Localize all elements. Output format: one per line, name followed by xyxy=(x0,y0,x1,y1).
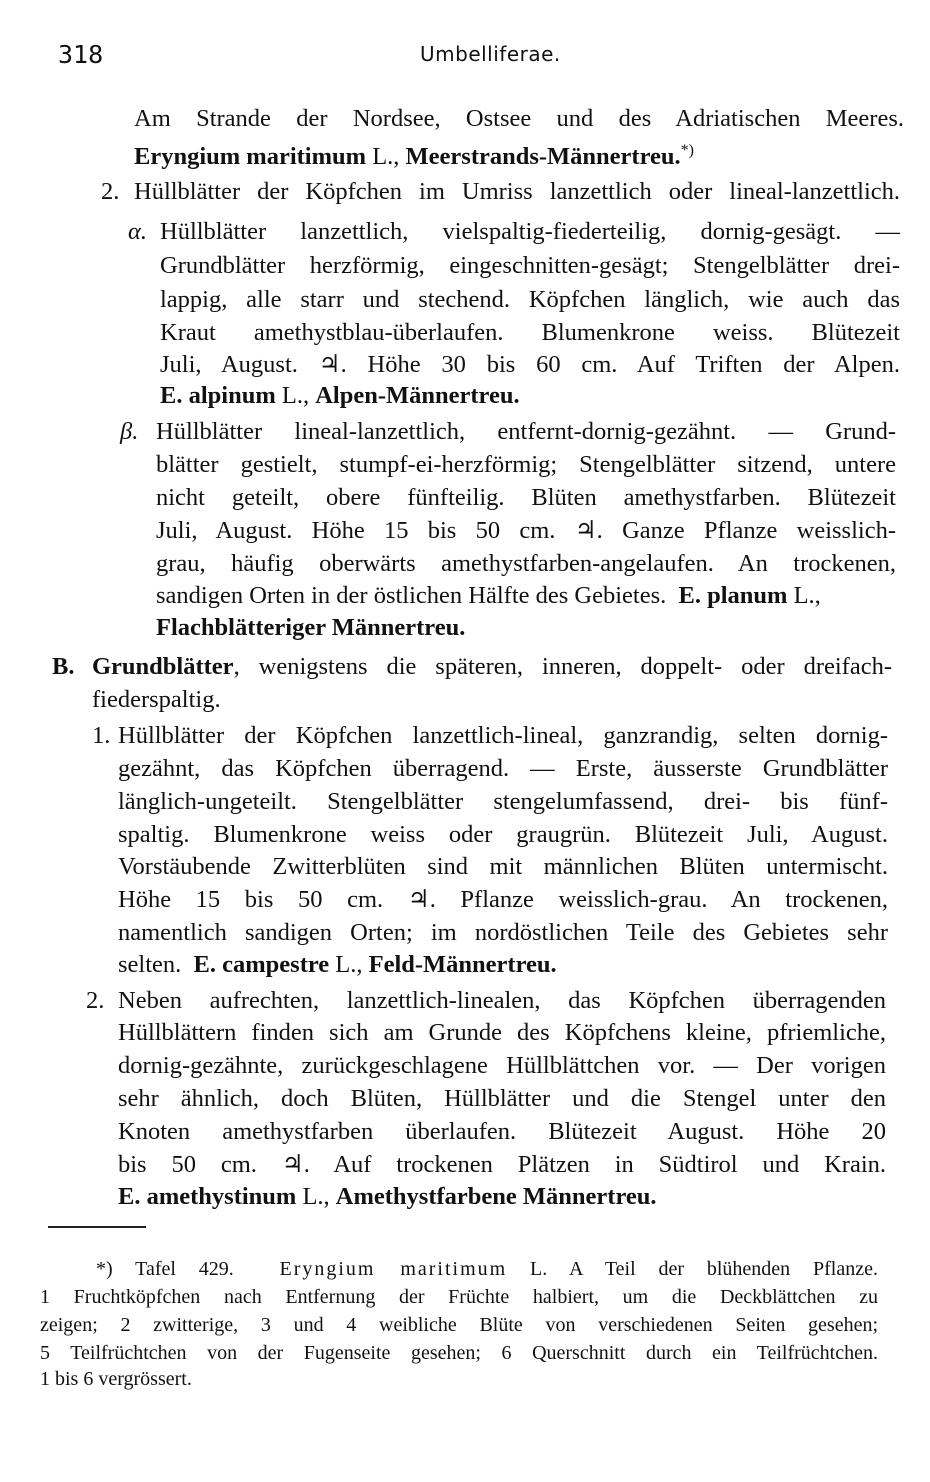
body-line: Hüllblättern finden sich am Grunde des Köpfchens kleine, pfriemliche, xyxy=(118,1019,886,1046)
footnote-line: 1 Fruchtköpfchen nach Entfernung der Früchte halbiert, um die Deckblättchen zu xyxy=(40,1286,878,1308)
body-line: grau, häufig oberwärts amethystfarben-angelaufen. An trockenen, xyxy=(156,550,896,577)
body-line: Neben aufrechten, lanzettlich-linealen, das Köpfchen überragenden xyxy=(118,987,886,1014)
page-number: 318 xyxy=(58,40,104,69)
body-line-text: , wenigstens die späteren, inneren, doppelt- oder dreifach- xyxy=(233,653,892,680)
author: L., xyxy=(787,582,821,609)
body-line-text: selten. xyxy=(118,951,182,978)
item-marker: 2. xyxy=(101,178,120,205)
german-name: Amethystfarbene Männertreu. xyxy=(335,1183,657,1210)
body-line: namentlich sandigen Orten; im nordöstlichen Teile des Gebietes sehr xyxy=(118,919,888,946)
body-line: Vorstäubende Zwitterblüten sind mit männlichen Blüten untermischt. xyxy=(118,853,888,880)
species-line-planum xyxy=(156,580,821,612)
latin-name: Eryngium maritimum xyxy=(134,143,367,171)
body-line: fiederspaltig. xyxy=(92,686,221,713)
author: L., xyxy=(329,951,369,978)
body-line: Hüllblätter der Köpfchen im Umriss lanzettlich oder lineal-lanzettlich. xyxy=(134,178,900,205)
item-marker: 1. xyxy=(92,722,111,749)
body-line: Grundblätter herzförmig, eingeschnitten-gesägt; Stengelblätter drei- xyxy=(160,252,900,279)
body-line: Höhe 15 bis 50 cm. ♃. Pflanze weisslich-grau. An trockenen, xyxy=(118,886,888,913)
running-title: Umbelliferae. xyxy=(420,42,561,66)
body-line: Juli, August. Höhe 15 bis 50 cm. ♃. Ganze Pflanze weisslich- xyxy=(156,517,896,544)
section-b-line xyxy=(92,651,892,683)
german-name: Meerstrands-Männertreu. xyxy=(405,143,681,171)
alpha-marker: α. xyxy=(128,218,147,245)
body-line: Hüllblätter der Köpfchen lanzettlich-lineal, ganzrandig, selten dornig- xyxy=(118,722,888,749)
footnote-line: 1 bis 6 vergrössert. xyxy=(40,1368,192,1390)
footnote-line xyxy=(96,1256,878,1283)
footnote-ref: *) Tafel 429. xyxy=(96,1258,234,1280)
footnote-text: L. A Teil der blühenden Pflanze. xyxy=(507,1258,878,1280)
species-line-amethystinum xyxy=(118,1181,657,1213)
body-line: dornig-gezähnte, zurückgeschlagene Hüllblättchen vor. — Der vorigen xyxy=(118,1052,886,1079)
body-line: Kraut amethystblau-überlaufen. Blumenkrone weiss. Blütezeit xyxy=(160,319,900,346)
species-line-campestre xyxy=(118,949,557,981)
body-line: Hüllblätter lineal-lanzettlich, entfernt-dornig-gezähnt. — Grund- xyxy=(156,418,896,445)
body-line-text: sandigen Orten in der östlichen Hälfte des Gebietes. xyxy=(156,582,667,609)
body-line: Knoten amethystfarben überlaufen. Blütezeit August. Höhe 20 xyxy=(118,1118,886,1145)
species-line-alpinum xyxy=(160,380,520,412)
body-line: sehr ähnlich, doch Blüten, Hüllblätter und die Stengel unter den xyxy=(118,1085,886,1112)
german-name: Flachblätteriger Männertreu. xyxy=(156,614,466,641)
body-line: bis 50 cm. ♃. Auf trockenen Plätzen in Südtirol und Krain. xyxy=(118,1151,886,1178)
footnote-species: Eryngium maritimum xyxy=(279,1258,508,1280)
body-line: spaltig. Blumenkrone weiss oder graugrün. Blütezeit Juli, August. xyxy=(118,821,888,848)
beta-marker: β. xyxy=(120,418,139,445)
body-line: Hüllblätter lanzettlich, vielspaltig-fiederteilig, dornig-gesägt. — xyxy=(160,218,900,245)
footnote-line: 5 Teilfrüchtchen von der Fugenseite gesehen; 6 Querschnitt durch ein Teilfrüchtchen. xyxy=(40,1342,878,1364)
latin-name: E. campestre xyxy=(193,951,330,978)
body-line: blätter gestielt, stumpf-ei-herzförmig; Stengelblätter sitzend, untere xyxy=(156,451,896,478)
species-line-maritimum xyxy=(134,135,694,173)
body-line: nicht geteilt, obere fünfteilig. Blüten amethystfarben. Blütezeit xyxy=(156,484,896,511)
latin-name: E. amethystinum xyxy=(118,1183,297,1210)
latin-name: E. alpinum xyxy=(160,382,276,409)
author: L., xyxy=(366,143,406,171)
body-line: Am Strande der Nordsee, Ostsee und des Adriatischen Meeres. xyxy=(134,105,904,132)
footnote-divider xyxy=(48,1226,146,1228)
section-marker: B. xyxy=(52,653,75,680)
section-lead: Grundblätter xyxy=(92,653,234,680)
author: L., xyxy=(296,1183,336,1210)
body-line: Juli, August. ♃. Höhe 30 bis 60 cm. Auf Triften der Alpen. xyxy=(160,351,900,378)
author: L., xyxy=(275,382,316,409)
german-name: Feld-Männertreu. xyxy=(368,951,557,978)
body-line: länglich-ungeteilt. Stengelblätter stengelumfassend, drei- bis fünf- xyxy=(118,788,888,815)
latin-name: E. planum xyxy=(678,582,788,609)
footnote-line: zeigen; 2 zwitterige, 3 und 4 weibliche Blüte von verschiedenen Seiten gesehen; xyxy=(40,1314,878,1336)
body-line: gezähnt, das Köpfchen überragend. — Erste, äusserste Grundblätter xyxy=(118,755,888,782)
body-line: lappig, alle starr und stechend. Köpfchen länglich, wie auch das xyxy=(160,286,900,313)
german-name: Alpen-Männertreu. xyxy=(315,382,520,409)
footnote-ref: *) xyxy=(680,142,694,159)
item-marker: 2. xyxy=(86,987,105,1014)
